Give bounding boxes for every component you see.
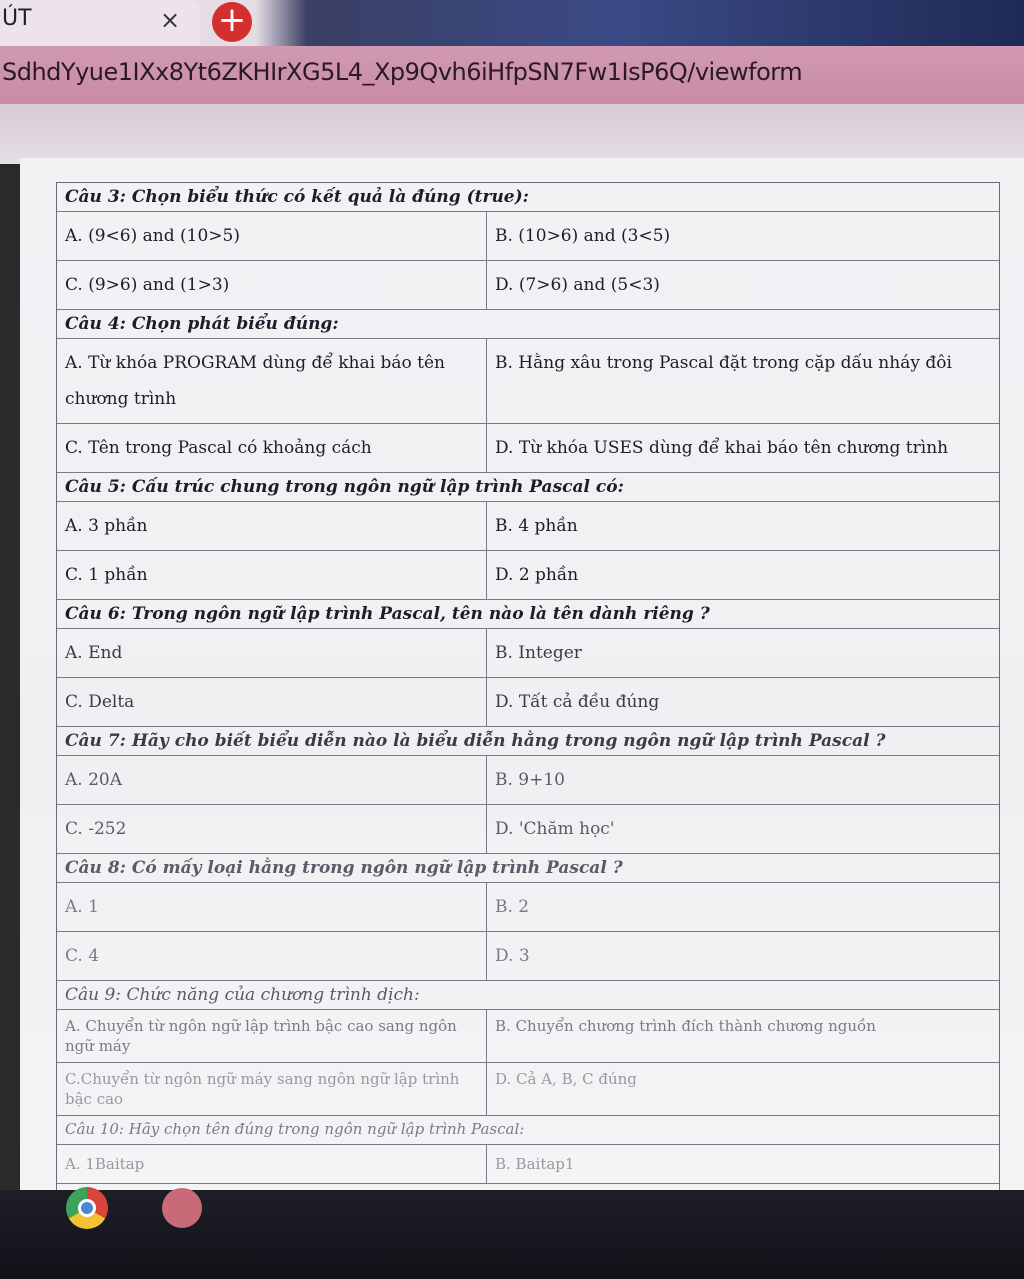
question-heading: Câu 4: Chọn phát biểu đúng: xyxy=(57,310,999,339)
option-row xyxy=(57,629,999,678)
option-a[interactable]: A. End xyxy=(57,629,487,677)
close-icon[interactable]: × xyxy=(160,6,181,34)
tab-bar xyxy=(0,0,1024,46)
quiz-table xyxy=(56,182,1000,1223)
option-c[interactable]: C. (9>6) and (1>3) xyxy=(57,261,487,309)
option-b[interactable]: B. 2 xyxy=(495,897,530,917)
option-d[interactable]: D. (7>6) and (5<3) xyxy=(495,275,660,295)
option-b[interactable]: B. (10>6) and (3<5) xyxy=(495,226,671,246)
app-icon[interactable] xyxy=(162,1188,202,1228)
option-row xyxy=(57,424,999,473)
page-background xyxy=(0,104,1024,164)
option-row xyxy=(57,678,999,727)
option-d[interactable]: D. 3 xyxy=(495,946,530,966)
form-document xyxy=(20,158,1024,1190)
question-heading: Câu 9: Chức năng của chương trình dịch: xyxy=(57,981,999,1010)
option-a[interactable]: A. Từ khóa PROGRAM dùng để khai báo tên chương trình xyxy=(57,339,487,423)
option-c[interactable]: C. 1 phần xyxy=(57,551,487,599)
option-row xyxy=(57,1145,999,1184)
option-b[interactable]: B. Integer xyxy=(495,643,582,663)
option-row xyxy=(57,883,999,932)
option-a[interactable]: A. (9<6) and (10>5) xyxy=(57,212,487,260)
option-row xyxy=(57,212,999,261)
option-b[interactable]: B. Baitap1 xyxy=(495,1155,575,1173)
option-row xyxy=(57,1010,999,1063)
option-a[interactable]: A. 1 xyxy=(57,883,487,931)
option-row xyxy=(57,339,999,424)
question-heading: Câu 3: Chọn biểu thức có kết quả là đúng (true): xyxy=(57,183,999,212)
option-row xyxy=(57,502,999,551)
option-b[interactable]: B. 4 phần xyxy=(495,516,578,536)
option-d[interactable]: D. 2 phần xyxy=(495,565,579,585)
option-d[interactable]: D. Tất cả đều đúng xyxy=(495,692,660,712)
option-c[interactable]: C. Delta xyxy=(57,678,487,726)
option-b[interactable]: B. 9+10 xyxy=(495,770,565,790)
taskbar xyxy=(0,1190,1024,1279)
option-c[interactable]: C. 4 xyxy=(57,932,487,980)
chrome-icon[interactable] xyxy=(66,1187,108,1229)
option-b[interactable]: B. Chuyển chương trình đích thành chương nguồn xyxy=(495,1017,876,1035)
new-tab-button[interactable]: + xyxy=(212,2,252,42)
option-d[interactable]: D. Từ khóa USES dùng để khai báo tên chương trình xyxy=(495,438,949,458)
option-d[interactable]: D. 'Chăm học' xyxy=(495,819,615,839)
option-row xyxy=(57,261,999,310)
option-a[interactable]: A. Chuyển từ ngôn ngữ lập trình bậc cao sang ngôn ngữ máy xyxy=(57,1010,487,1062)
question-heading: Câu 7: Hãy cho biết biểu diễn nào là biểu diễn hằng trong ngôn ngữ lập trình Pascal ? xyxy=(57,727,999,756)
option-row xyxy=(57,932,999,981)
url-text[interactable]: SdhdYyue1IXx8Yt6ZKHIrXG5L4_Xp9Qvh6iHfpSN7Fw1IsP6Q/viewform xyxy=(2,58,803,86)
address-bar[interactable] xyxy=(0,46,1024,104)
question-heading: Câu 10: Hãy chọn tên đúng trong ngôn ngữ lập trình Pascal: xyxy=(57,1116,999,1145)
question-heading: Câu 6: Trong ngôn ngữ lập trình Pascal, tên nào là tên dành riêng ? xyxy=(57,600,999,629)
question-heading: Câu 5: Cấu trúc chung trong ngôn ngữ lập trình Pascal có: xyxy=(57,473,999,502)
option-row xyxy=(57,805,999,854)
option-a[interactable]: A. 20A xyxy=(57,756,487,804)
tab-title: ÚT xyxy=(2,6,32,31)
option-d[interactable]: D. Cả A, B, C đúng xyxy=(495,1070,637,1088)
browser-tab[interactable] xyxy=(0,0,200,46)
option-a[interactable]: A. 1Baitap xyxy=(57,1145,487,1183)
option-c[interactable]: C. Tên trong Pascal có khoảng cách xyxy=(57,424,487,472)
option-c[interactable]: C.Chuyển từ ngôn ngữ máy sang ngôn ngữ lập trình bậc cao xyxy=(57,1063,487,1115)
option-row xyxy=(57,551,999,600)
option-row xyxy=(57,1063,999,1116)
option-c[interactable]: C. -252 xyxy=(57,805,487,853)
option-b[interactable]: B. Hằng xâu trong Pascal đặt trong cặp dấu nháy đôi xyxy=(495,353,952,373)
option-row xyxy=(57,756,999,805)
option-a[interactable]: A. 3 phần xyxy=(57,502,487,550)
question-heading: Câu 8: Có mấy loại hằng trong ngôn ngữ lập trình Pascal ? xyxy=(57,854,999,883)
